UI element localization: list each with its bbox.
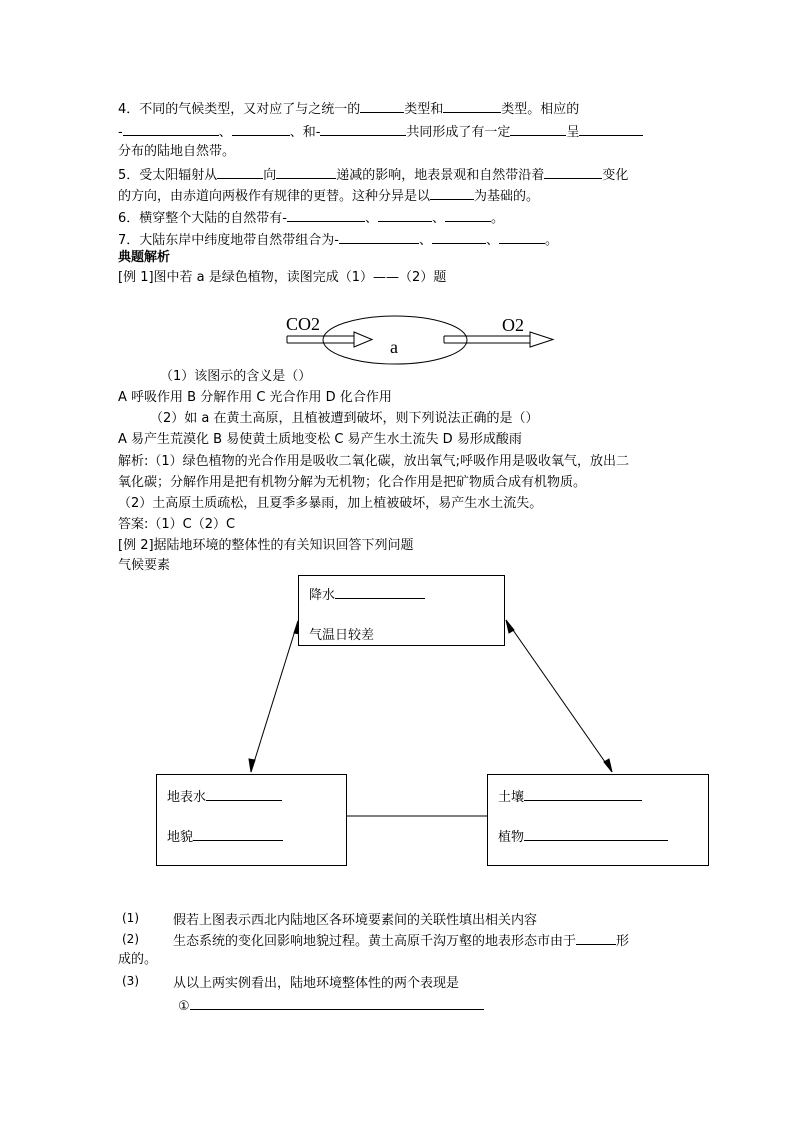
q2-text-continued: 成的。 bbox=[118, 952, 158, 967]
example1-intro: [例 1]图中若 a 是绿色植物，读图完成（1）——（2）题 bbox=[118, 270, 447, 285]
blank[interactable] bbox=[524, 786, 642, 801]
q3-text: 从以上两实例看出，陆地环境整体性的两个表现是 bbox=[173, 976, 460, 991]
q1-number: (1) bbox=[122, 911, 139, 925]
analysis-line3: （2）土高原土质疏松，且夏季多暴雨，加上植被破坏，易产生水土流失。 bbox=[118, 496, 543, 511]
surface-water-row bbox=[167, 786, 282, 805]
o2-label: O2 bbox=[502, 315, 524, 335]
arrow-top-right bbox=[506, 620, 612, 772]
q1-text: 假若上图表示西北内陆地区各环境要素间的关联性填出相关内容 bbox=[173, 913, 538, 928]
q7-text-a: 7．大陆东岸中纬度地带自然带组合为- bbox=[118, 233, 339, 248]
example1-q1-options: A 呼吸作用 B 分解作用 C 光合作用 D 化合作用 bbox=[118, 390, 392, 405]
precipitation-label: 降水 bbox=[309, 588, 336, 603]
q4-text-b: 类型和 bbox=[404, 102, 444, 117]
q5-text-e: 的方向，由赤道向两极作有规律的更替。这种分异是以 bbox=[118, 189, 431, 204]
example2-intro: [例 2]据陆地环境的整体性的有关知识回答下列问题 bbox=[118, 538, 414, 553]
landform-label: 地貌 bbox=[167, 830, 194, 845]
precipitation-row bbox=[309, 584, 425, 603]
q5-text-d: 变化 bbox=[602, 168, 629, 183]
q4-text-c: 类型。相应的 bbox=[501, 102, 580, 117]
q4-text-f: 分布的陆地自然带。 bbox=[118, 144, 236, 159]
blank[interactable] bbox=[193, 826, 283, 841]
q4-and: 、和- bbox=[289, 125, 321, 140]
q3-answer-row bbox=[178, 995, 484, 1014]
q7-period: 。 bbox=[545, 233, 559, 248]
blank[interactable] bbox=[335, 584, 425, 599]
analysis-line2: 氧化碳；分解作用是把有机物分解为无机物；化合作用是把矿物质合成有机物质。 bbox=[118, 475, 587, 490]
q2-text bbox=[173, 930, 629, 949]
example1-q2-options: A 易产生荒漠化 B 易使黄土质地变松 C 易产生水土流失 D 易形成酸雨 bbox=[118, 432, 522, 447]
plant-label-box: 植物 bbox=[498, 830, 525, 845]
q4-dash: - bbox=[118, 125, 123, 140]
blank[interactable] bbox=[576, 930, 616, 945]
arrow-top-left bbox=[249, 621, 300, 772]
answer-line: 答案:（1）C（2）C bbox=[118, 517, 236, 532]
answer-marker: ① bbox=[178, 999, 190, 1014]
q6-comma2: 、 bbox=[431, 211, 445, 226]
q2-text-a: 生态系统的变化回影响地貌过程。黄土高原千沟万壑的地表形态市由于 bbox=[173, 934, 577, 949]
q4-text-a: 4．不同的气候类型，又对应了与之统一的 bbox=[118, 102, 361, 117]
answer-blank[interactable] bbox=[190, 995, 484, 1010]
q2-text-b: 形 bbox=[616, 934, 630, 949]
landform-row bbox=[167, 826, 283, 845]
q3-number: (3) bbox=[122, 974, 139, 988]
q6-text-a: 6．横穿整个大陆的自然带有- bbox=[118, 211, 287, 226]
soil-label: 土壤 bbox=[498, 790, 525, 805]
q5-text-b: 向 bbox=[263, 168, 277, 183]
q7-comma1: 、 bbox=[418, 233, 432, 248]
co2-label: CO2 bbox=[286, 314, 321, 334]
example1-q2: （2）如 a 在黄土高原，且植被遭到破坏，则下列说法正确的是（） bbox=[150, 411, 539, 426]
q5-text-a: 5．受太阳辐射从 bbox=[118, 168, 218, 183]
blank[interactable] bbox=[206, 786, 282, 801]
analysis-line1: 解析:（1）绿色植物的光合作用是吸收二氧化碳，放出氧气;呼吸作用是吸收氧气，放出二 bbox=[118, 454, 630, 469]
soil-plant-box bbox=[487, 774, 709, 866]
plant-row bbox=[498, 826, 668, 845]
plant-label: a bbox=[390, 337, 398, 357]
q7-comma2: 、 bbox=[485, 233, 499, 248]
o2-arrow bbox=[444, 332, 553, 347]
q6-period: 。 bbox=[491, 211, 505, 226]
q6-comma1: 、 bbox=[364, 211, 378, 226]
section-title: 典题解析 bbox=[118, 250, 171, 265]
climate-label: 气候要素 bbox=[118, 558, 171, 573]
surface-water-label: 地表水 bbox=[167, 790, 207, 805]
q4-comma: 、 bbox=[218, 125, 232, 140]
q4-text-e: 呈 bbox=[566, 125, 580, 140]
q5-text-c: 递减的影响，地表景观和自然带沿着 bbox=[336, 168, 545, 183]
soil-row bbox=[498, 786, 642, 805]
q5-text-f: 为基础的。 bbox=[474, 189, 540, 204]
blank[interactable] bbox=[524, 826, 668, 841]
surface-box bbox=[156, 774, 347, 866]
temp-range-label: 气温日较差 bbox=[309, 628, 375, 643]
q4-text-d: 共同形成了有一定 bbox=[406, 125, 511, 140]
climate-box bbox=[298, 575, 505, 646]
q2-number: (2) bbox=[122, 932, 139, 946]
example1-q1: （1）该图示的含义是（） bbox=[160, 369, 312, 384]
